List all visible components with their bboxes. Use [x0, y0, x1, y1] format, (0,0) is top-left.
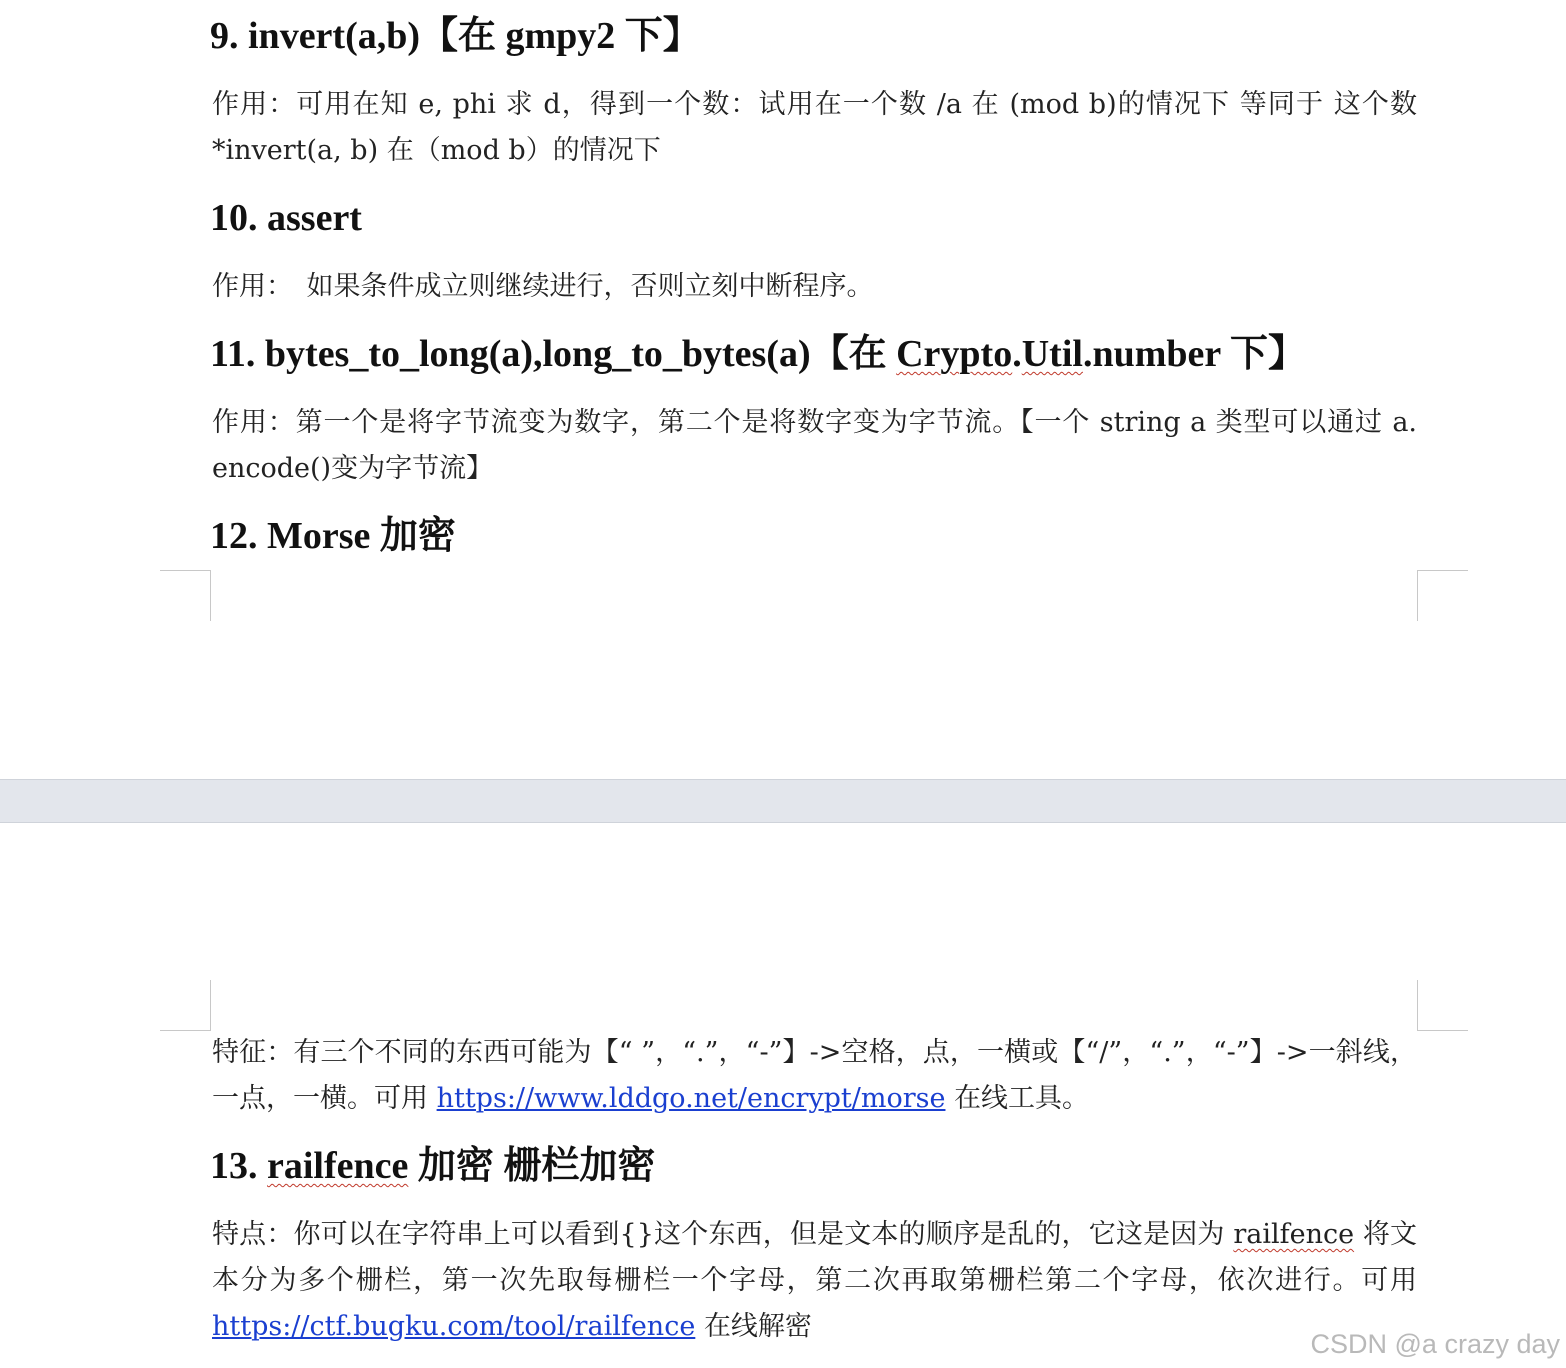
page-corner-mark: [160, 570, 211, 621]
page-gap: [0, 779, 1566, 823]
spellcheck-word-crypto: Crypto: [896, 333, 1013, 375]
page-corner-mark: [1417, 980, 1468, 1031]
heading-bytes-to-long: [210, 332, 1306, 376]
morse-text-suffix: 在线工具。: [945, 1083, 1090, 1114]
railfence-text-suffix: 在线解密: [695, 1311, 812, 1342]
heading-railfence: [210, 1144, 655, 1188]
page-corner-mark: [1417, 570, 1468, 621]
heading-invert: 9. invert(a,b)【在 gmpy2 下】: [210, 15, 701, 57]
spellcheck-word-railfence: railfence: [267, 1145, 409, 1187]
railfence-tool-link[interactable]: https://ctf.bugku.com/tool/railfence: [212, 1311, 696, 1342]
heading-bytes-prefix: 11. bytes_to_long(a),long_to_bytes(a)【在: [210, 333, 897, 375]
spellcheck-word-util: Util: [1021, 333, 1083, 375]
heading-morse: 12. Morse 加密: [210, 515, 456, 557]
heading-bytes-suffix: .number 下】: [1082, 333, 1307, 375]
heading-railfence-prefix: 13.: [210, 1145, 267, 1187]
paragraph-invert: 作用：可用在知 e, phi 求 d，得到一个数：试用在一个数 /a 在 (mod b)的情况下 等同于 这个数 *invert(a, b) 在（mod b）的情况下: [212, 89, 1417, 166]
paragraph-assert: 作用： 如果条件成立则继续进行，否则立刻中断程序。: [212, 271, 874, 302]
morse-text-prefix: 特征：有三个不同的东西可能为【“ ”，“.”，“-”】->空格，点，一横或【“/”，“.”，“-”】->一斜线，一点，一横。可用: [212, 1037, 1417, 1114]
heading-assert: 10. assert: [210, 197, 362, 239]
spellcheck-word-railfence-body: railfence: [1233, 1219, 1355, 1250]
railfence-text-middle: 将文本分为多个栅栏，第一次先取每栅栏一个字母，第二次再取第栅栏第二个字母，依次进行。可用: [212, 1219, 1417, 1296]
csdn-watermark: CSDN @a crazy day: [1310, 1329, 1560, 1359]
heading-bytes-dot: .: [1012, 333, 1022, 375]
page-corner-mark: [160, 980, 211, 1031]
paragraph-railfence: [212, 1212, 1417, 1350]
morse-tool-link[interactable]: https://www.lddgo.net/encrypt/morse: [436, 1083, 946, 1114]
paragraph-bytes-to-long: 作用：第一个是将字节流变为数字，第二个是将数字变为字节流。【一个 string a 类型可以通过 a. encode()变为字节流】: [212, 407, 1417, 484]
railfence-text-prefix: 特点：你可以在字符串上可以看到{}这个东西，但是文本的顺序是乱的，它这是因为: [212, 1219, 1234, 1250]
heading-railfence-suffix: 加密 栅栏加密: [408, 1145, 656, 1187]
paragraph-morse: [212, 1030, 1417, 1122]
